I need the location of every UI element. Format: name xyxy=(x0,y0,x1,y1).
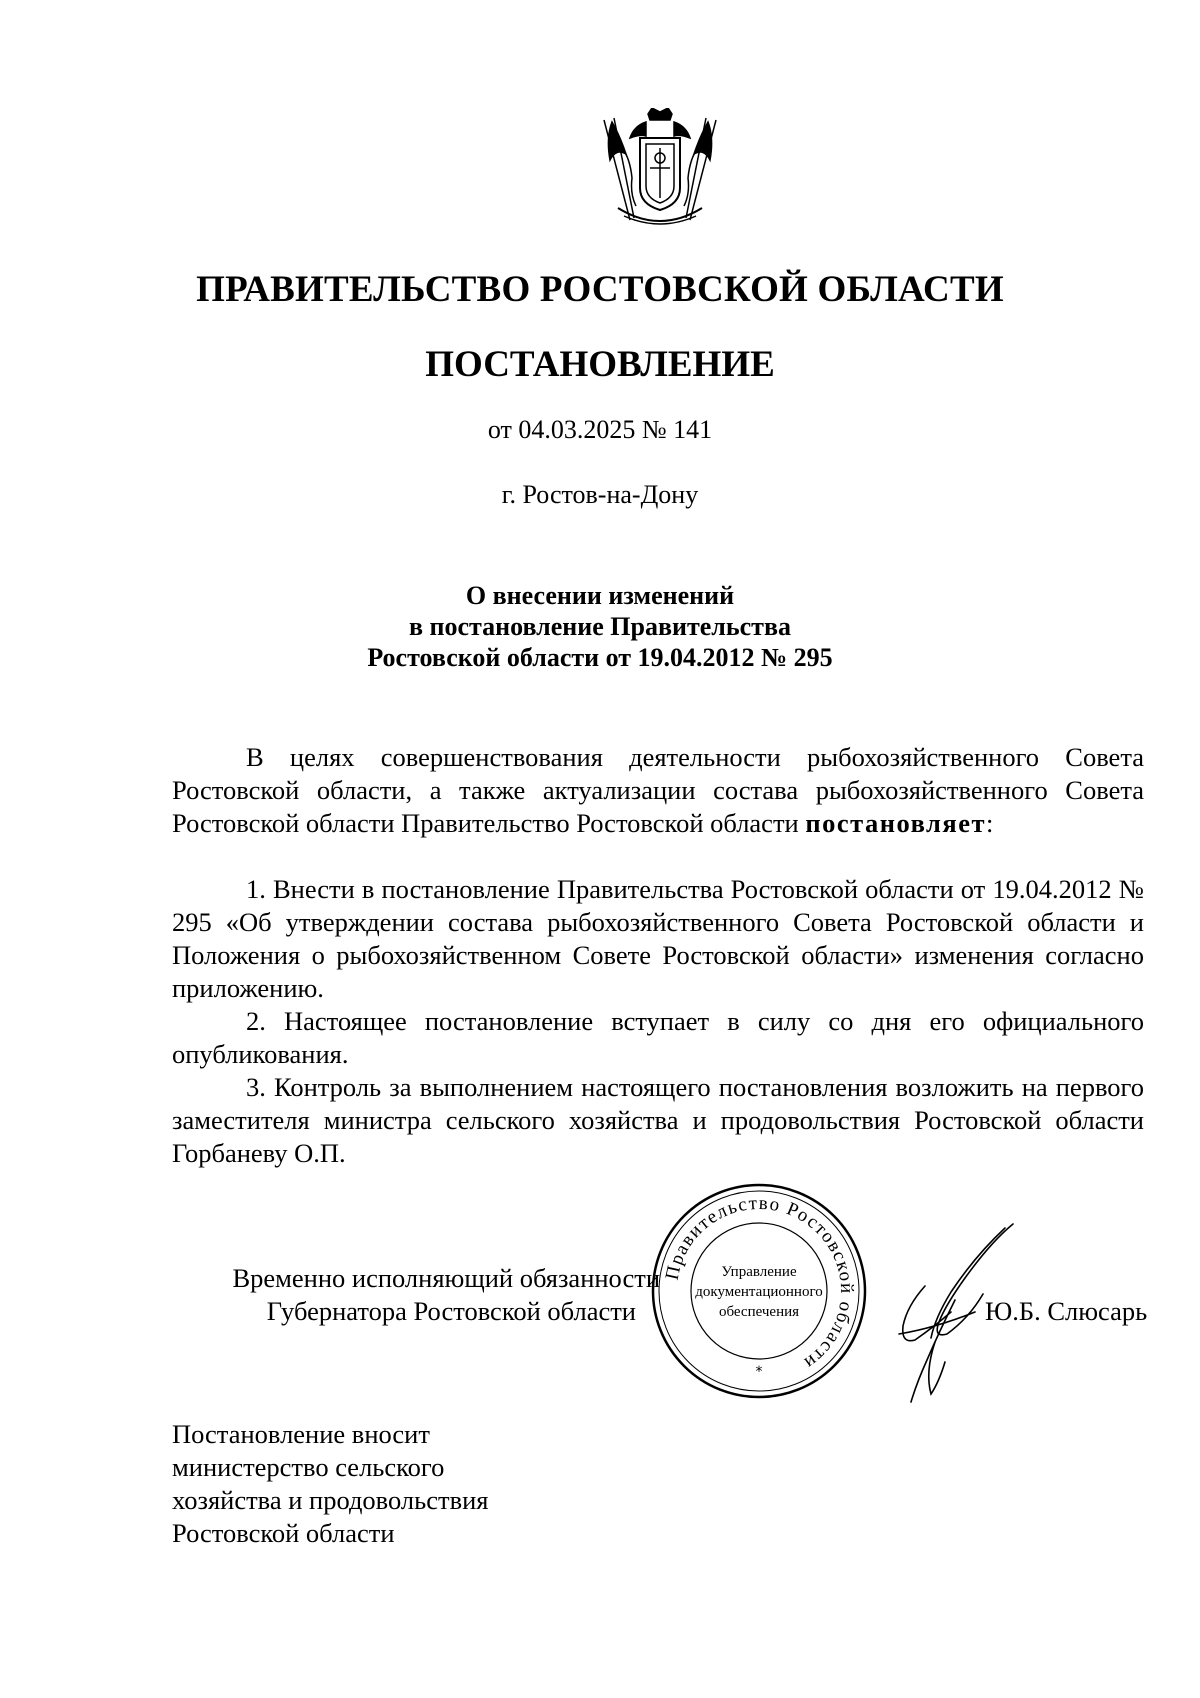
signatory-name: Ю.Б. Слюсарь xyxy=(985,1296,1148,1326)
preamble xyxy=(172,741,1144,840)
seal-center-line: обеспечения xyxy=(718,1304,800,1320)
position-line: Временно исполняющий обязанности xyxy=(232,1263,660,1293)
position-line: Губернатора Ростовской области xyxy=(266,1296,636,1326)
subject-line: О внесении изменений xyxy=(465,581,735,610)
seal-ring-text-path: Правительство Ростовской области xyxy=(661,1192,858,1374)
submitted-by-note xyxy=(172,1418,488,1550)
resolution-item-3: 3. Контроль за выполнением настоящего постановления возложить на первого заместителя министра сельского хозяйства и продовольствия Ростовской области Горбаневу О.П. xyxy=(172,1072,1144,1168)
preamble-emphasis: постановляет xyxy=(805,808,987,838)
seal-star-icon: * xyxy=(755,1364,763,1380)
organization-title: ПРАВИТЕЛЬСТВО РОСТОВСКОЙ ОБЛАСТИ xyxy=(196,269,1004,310)
resolution-item-2: 2. Настоящее постановление вступает в силу со дня его официального опубликования. xyxy=(172,1006,1144,1069)
document-type: ПОСТАНОВЛЕНИЕ xyxy=(425,344,775,385)
resolution-items xyxy=(172,873,1144,1170)
date-number-line: от 04.03.2025 № 141 xyxy=(487,415,713,444)
subject-line: в постановление Правительства xyxy=(408,612,791,641)
preamble-paragraph xyxy=(172,741,1144,840)
resolution-item-1: 1. Внести в постановление Правительства Ростовской области от 19.04.2012 № 295 «Об утверждении состава рыбохозяйственного Совета Ростовской области и Положения о рыбохозяйственном Совете Ростовской области» изменения согласно приложению. xyxy=(172,874,1144,1003)
note-line: Ростовской области xyxy=(172,1518,395,1548)
seal-center-line: документационного xyxy=(695,1284,823,1300)
note-line: министерство сельского xyxy=(172,1452,445,1482)
seal-center-line: Управление xyxy=(721,1264,797,1280)
city-line: г. Ростов-на-Дону xyxy=(501,480,699,509)
preamble-tail: : xyxy=(986,808,994,838)
document-subject xyxy=(0,580,1200,673)
preamble-text: В целях совершенствования деятельности рыбохозяйственного Совета Ростовской области, а также актуализации состава рыбохозяйственного Совета Ростовской области Правительство Ростовской области xyxy=(172,742,1144,838)
note-line: хозяйства и продовольствия xyxy=(172,1485,489,1515)
coat-of-arms-icon xyxy=(600,108,720,234)
note-line: Постановление вносит xyxy=(172,1419,430,1449)
signatory-position xyxy=(160,1262,660,1328)
official-seal xyxy=(650,1182,868,1400)
subject-line: Ростовской области от 19.04.2012 № 295 xyxy=(367,643,833,672)
